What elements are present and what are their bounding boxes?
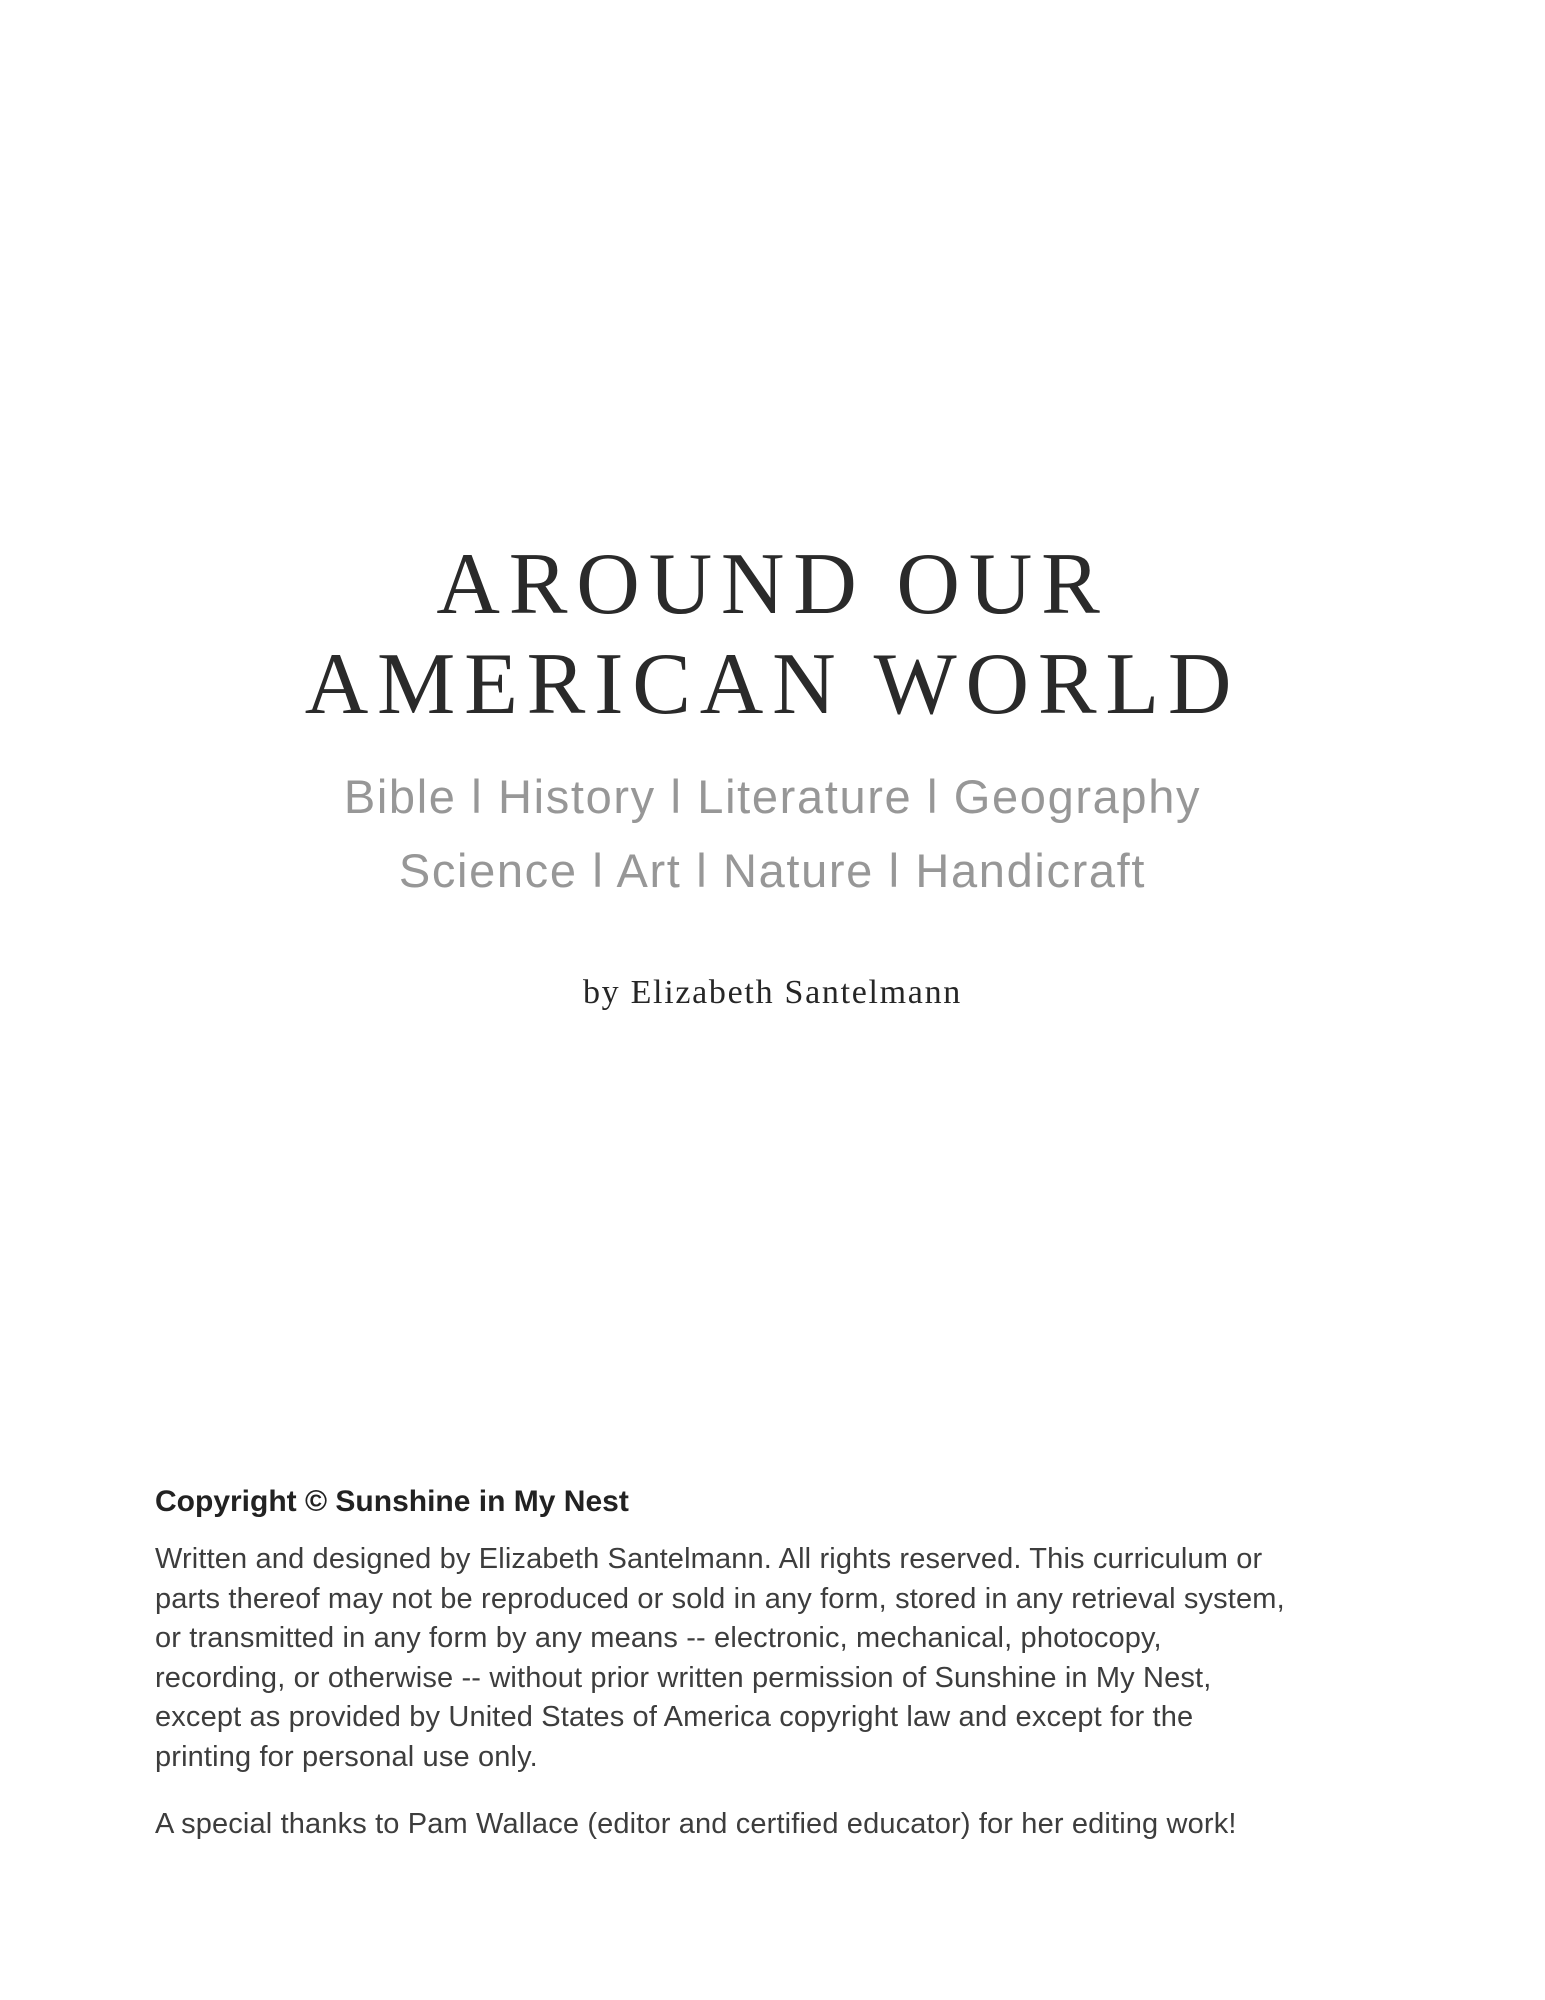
book-title-line-2: AMERICAN WORLD <box>304 636 1241 733</box>
copyright-notice-line: Written and designed by Elizabeth Santelmann. All rights reserved. This curriculum or <box>155 1543 1263 1575</box>
copyright-notice-line: recording, or otherwise -- without prior written permission of Sunshine in My Nest, <box>155 1661 1212 1694</box>
copyright-notice-line: except as provided by United States of America copyright law and except for the <box>155 1701 1194 1733</box>
copyright-notice <box>155 1540 1285 1777</box>
copyright-notice-line: parts thereof may not be reproduced or sold in any form, stored in any retrieval system, <box>155 1582 1285 1615</box>
subject-list-line-1: Bible l History l Literature l Geography <box>343 770 1202 823</box>
book-title <box>0 535 1545 735</box>
copyright-notice-line: printing for personal use only. <box>155 1740 538 1773</box>
subject-list-line-2: Science l Art l Nature l Handicraft <box>398 844 1147 897</box>
copyright-notice-line: or transmitted in any form by any means -- electronic, mechanical, photocopy, <box>155 1622 1162 1654</box>
book-title-line-1: AROUND OUR <box>436 536 1109 633</box>
editor-thanks-note: A special thanks to Pam Wallace (editor and certified educator) for her editing work! <box>155 1808 1237 1840</box>
subject-list <box>0 760 1545 908</box>
author-byline: by Elizabeth Santelmann <box>582 974 962 1011</box>
copyright-heading: Copyright © Sunshine in My Nest <box>155 1485 629 1518</box>
